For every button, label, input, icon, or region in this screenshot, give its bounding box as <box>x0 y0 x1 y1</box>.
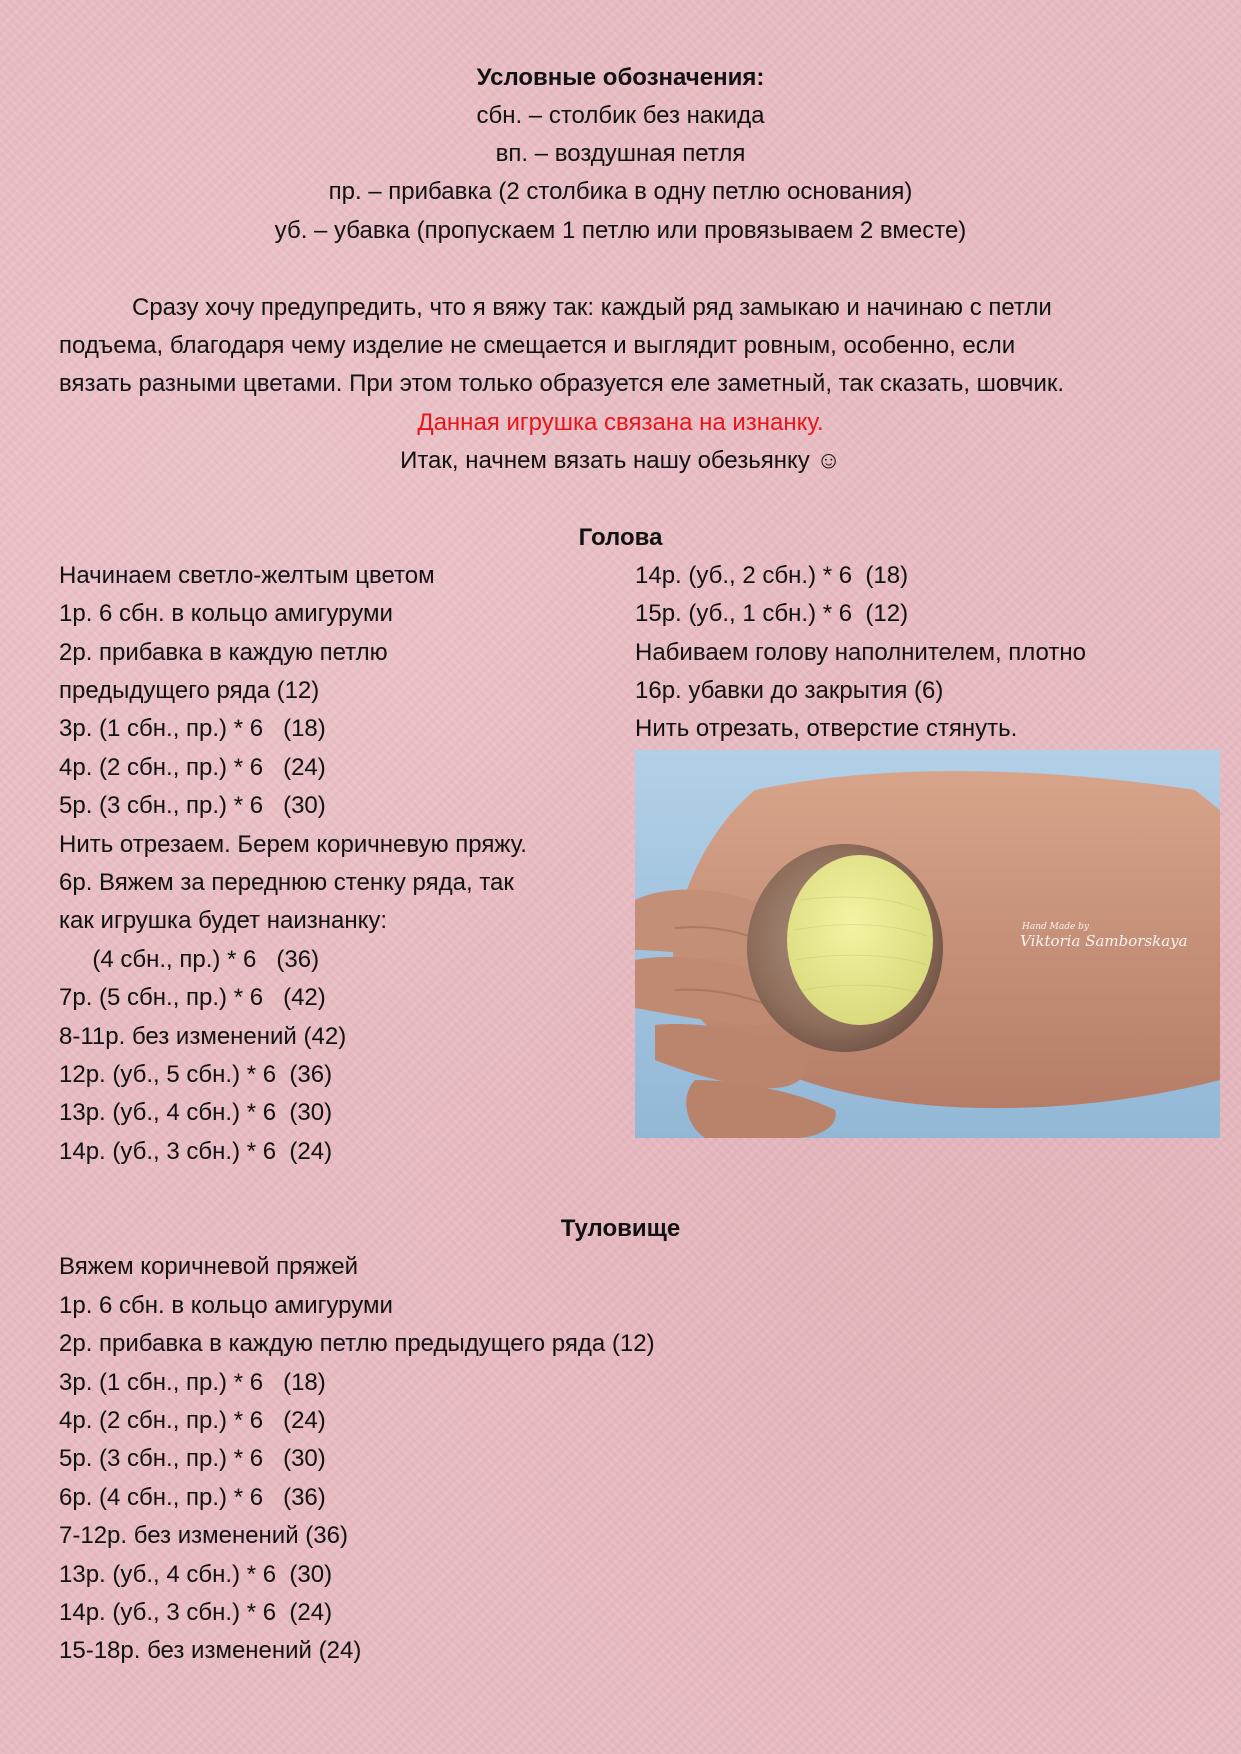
head-line: 4р. (2 сбн., пр.) * 6 (24) <box>59 754 326 781</box>
intro-line: вязать разными цветами. При этом только образуется еле заметный, так сказать, шовчик. <box>59 370 1065 397</box>
body-line: 1р. 6 сбн. в кольцо амигуруми <box>59 1292 393 1319</box>
body-line: 15-18р. без изменений (24) <box>59 1637 362 1664</box>
head-line: Набиваем голову наполнителем, плотно <box>635 639 1086 666</box>
head-line: 8-11р. без изменений (42) <box>59 1023 347 1050</box>
head-line: 14р. (уб., 3 сбн.) * 6 (24) <box>59 1138 333 1165</box>
head-line: 5р. (3 сбн., пр.) * 6 (30) <box>59 792 326 819</box>
head-line: 6р. Вяжем за переднюю стенку ряда, так <box>59 869 514 896</box>
head-line: (4 сбн., пр.) * 6 (36) <box>59 946 320 973</box>
legend-title: Условные обозначения: <box>476 64 765 91</box>
head-line: Нить отрезаем. Берем коричневую пряжу. <box>59 831 527 858</box>
head-section-title: Голова <box>578 524 663 551</box>
head-line: 14р. (уб., 2 сбн.) * 6 (18) <box>635 562 909 589</box>
watermark-small-text: Hand Made by <box>1022 922 1090 932</box>
head-line: Нить отрезать, отверстие стянуть. <box>635 715 1018 742</box>
intro-closing: Итак, начнем вязать нашу обезьянку ☺ <box>400 447 841 474</box>
head-line: 16р. убавки до закрытия (6) <box>635 677 944 704</box>
body-line: 4р. (2 сбн., пр.) * 6 (24) <box>59 1407 326 1434</box>
body-line: 2р. прибавка в каждую петлю предыдущего ряда (12) <box>59 1330 655 1357</box>
head-line: 2р. прибавка в каждую петлю <box>59 639 388 666</box>
intro-line: подъема, благодаря чему изделие не смещается и выглядит ровным, особенно, если <box>59 332 1016 359</box>
intro-line: Сразу хочу предупредить, что я вяжу так: каждый ряд замыкаю и начинаю с петли <box>132 294 1052 321</box>
head-line: 7р. (5 сбн., пр.) * 6 (42) <box>59 984 326 1011</box>
head-line: 15р. (уб., 1 сбн.) * 6 (12) <box>635 600 909 627</box>
legend-item: пр. – прибавка (2 столбика в одну петлю основания) <box>328 178 913 205</box>
intro-red-note: Данная игрушка связана на изнанку. <box>417 409 824 436</box>
watermark-signature-text: Viktoria Samborskaya <box>1020 932 1188 950</box>
body-line: 6р. (4 сбн., пр.) * 6 (36) <box>59 1484 326 1511</box>
body-line: 14р. (уб., 3 сбн.) * 6 (24) <box>59 1599 333 1626</box>
head-line: как игрушка будет наизнанку: <box>59 907 388 934</box>
body-line: 13р. (уб., 4 сбн.) * 6 (30) <box>59 1561 333 1588</box>
head-line: 13р. (уб., 4 сбн.) * 6 (30) <box>59 1099 333 1126</box>
crochet-head-photo <box>635 750 1220 1138</box>
head-line: 12р. (уб., 5 сбн.) * 6 (36) <box>59 1061 333 1088</box>
body-section-title: Туловище <box>560 1215 681 1242</box>
legend-item: уб. – убавка (пропускаем 1 петлю или провязываем 2 вместе) <box>274 217 967 244</box>
legend-item: сбн. – столбик без накида <box>476 102 765 129</box>
body-line: Вяжем коричневой пряжей <box>59 1253 359 1280</box>
body-line: 3р. (1 сбн., пр.) * 6 (18) <box>59 1369 326 1396</box>
legend-item: вп. – воздушная петля <box>495 140 746 167</box>
body-line: 5р. (3 сбн., пр.) * 6 (30) <box>59 1445 326 1472</box>
head-line: 1р. 6 сбн. в кольцо амигуруми <box>59 600 393 627</box>
head-line: предыдущего ряда (12) <box>59 677 320 704</box>
head-line: Начинаем светло-желтым цветом <box>59 562 435 589</box>
photo-watermark <box>1020 922 1188 950</box>
body-line: 7-12р. без изменений (36) <box>59 1522 348 1549</box>
head-line: 3р. (1 сбн., пр.) * 6 (18) <box>59 715 326 742</box>
